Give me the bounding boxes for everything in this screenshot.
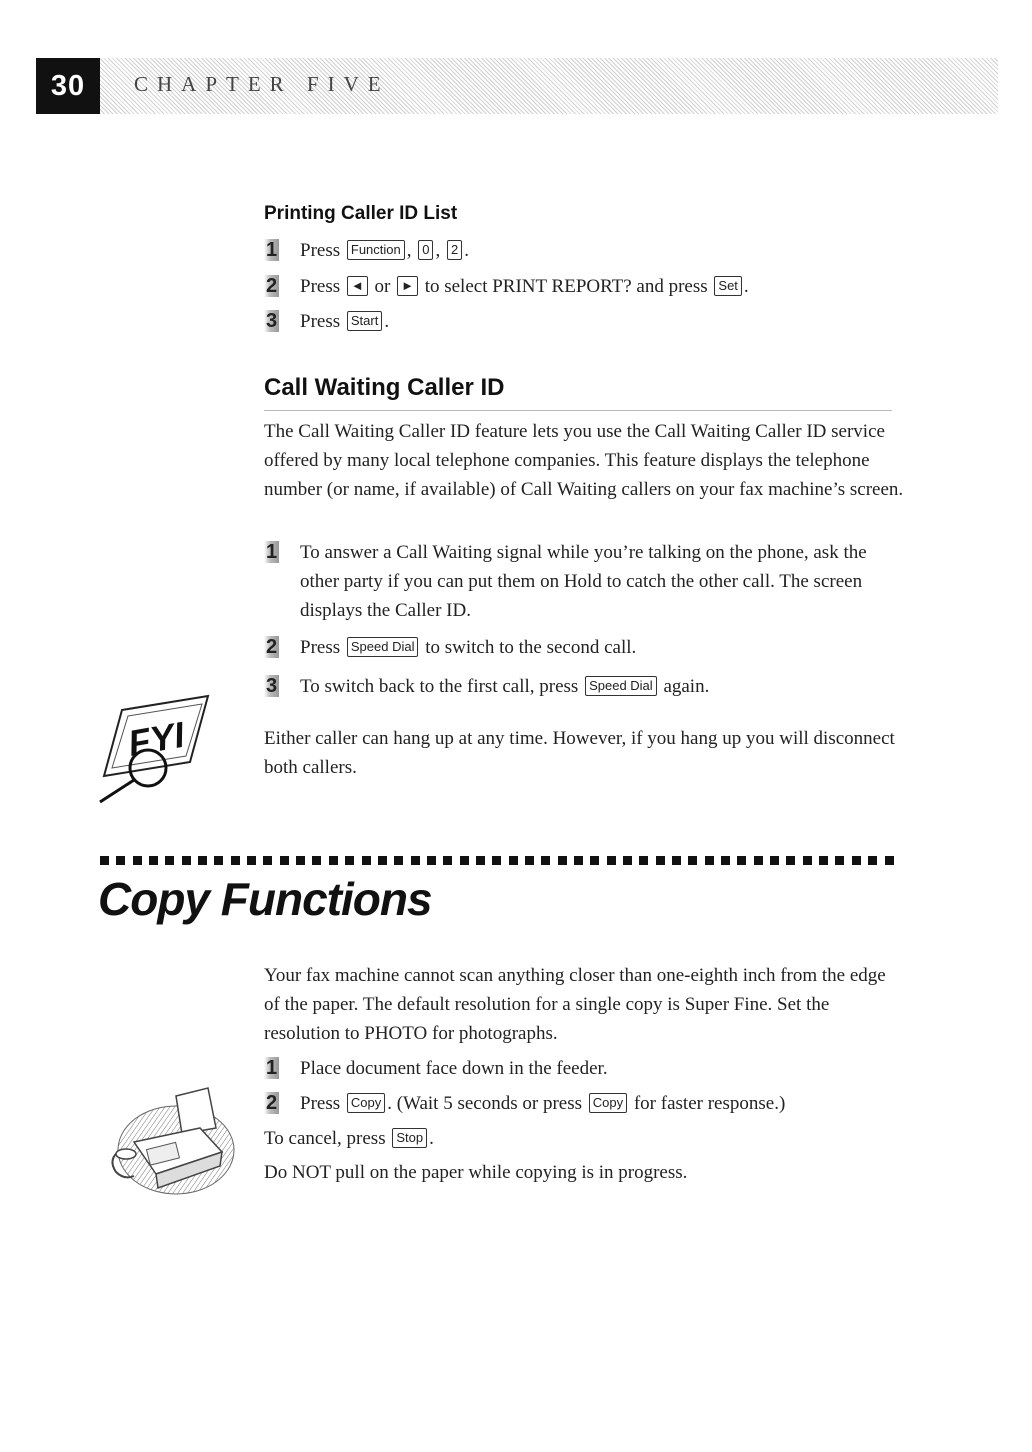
fax-machine-icon xyxy=(104,1082,236,1202)
call-waiting-step-1 xyxy=(264,538,900,625)
copy-cancel-line: To cancel, press Stop . xyxy=(264,1128,434,1149)
step-number-badge: 3 xyxy=(266,310,278,332)
set-key: Set xyxy=(714,276,742,296)
fyi-magnifier-icon xyxy=(92,688,214,806)
page-number: 30 xyxy=(36,58,100,114)
step-number-badge: 3 xyxy=(266,675,278,697)
printing-step-2: 2 Press ◄ or ► to select PRINT REPORT? and press Set . xyxy=(264,272,900,301)
step-number-badge: 2 xyxy=(266,275,278,297)
call-waiting-step-2: 2 Press Speed Dial to switch to the second call. xyxy=(264,633,900,662)
left-arrow-key: ◄ xyxy=(347,276,368,296)
digit-0-key: 0 xyxy=(418,240,433,260)
step-number-badge: 2 xyxy=(266,636,278,658)
copy-key: Copy xyxy=(589,1093,627,1113)
copy-warning: Do NOT pull on the paper while copying is in progress. xyxy=(264,1162,688,1183)
step-number-badge: 1 xyxy=(266,541,278,563)
printing-step-1: 1 Press Function , 0 , 2 . xyxy=(264,236,900,265)
fyi-label: FYI xyxy=(125,713,188,764)
step-number-badge: 1 xyxy=(266,1057,278,1079)
fyi-note: Either caller can hang up at any time. However, if you hang up you will disconnect both callers. xyxy=(264,728,895,778)
section-divider xyxy=(264,410,892,411)
copy-step-1: 1 Place document face down in the feeder. xyxy=(264,1054,900,1083)
speed-dial-key: Speed Dial xyxy=(347,637,419,657)
printing-step-3: 3 Press Start . xyxy=(264,307,900,336)
section-dashed-rule xyxy=(100,856,894,865)
copy-functions-heading: Copy Functions xyxy=(98,873,432,925)
printing-caller-id-heading: Printing Caller ID List xyxy=(264,203,458,224)
copy-key: Copy xyxy=(347,1093,385,1113)
call-waiting-heading: Call Waiting Caller ID xyxy=(264,374,505,401)
digit-2-key: 2 xyxy=(447,240,462,260)
chapter-title: CHAPTER FIVE xyxy=(134,72,390,96)
right-arrow-key: ► xyxy=(397,276,418,296)
step-number-badge: 2 xyxy=(266,1092,278,1114)
step-number-badge: 1 xyxy=(266,239,278,261)
function-key: Function xyxy=(347,240,405,260)
copy-step-2: 2 Press Copy . (Wait 5 seconds or press Copy for faster response.) xyxy=(264,1089,900,1118)
call-waiting-step-3: 3 To switch back to the first call, press Speed Dial again. xyxy=(264,672,900,701)
call-waiting-intro: The Call Waiting Caller ID feature lets you use the Call Waiting Caller ID service offered by many local telephone companies. This feature displays the telephone number (or name, if available) of Call Waiting callers on your fax machine’s screen. xyxy=(264,421,904,500)
speed-dial-key: Speed Dial xyxy=(585,676,657,696)
call-waiting-step-1-text: To answer a Call Waiting signal while you’re talking on the phone, ask the other party if you can put them on Hold to catch the other call. The screen displays the Caller ID. xyxy=(300,542,867,621)
stop-key: Stop xyxy=(392,1128,427,1148)
start-key: Start xyxy=(347,311,382,331)
copy-intro: Your fax machine cannot scan anything closer than one-eighth inch from the edge of the paper. The default resolution for a single copy is Super Fine. Set the resolution to PHOTO for photographs. xyxy=(264,965,886,1044)
